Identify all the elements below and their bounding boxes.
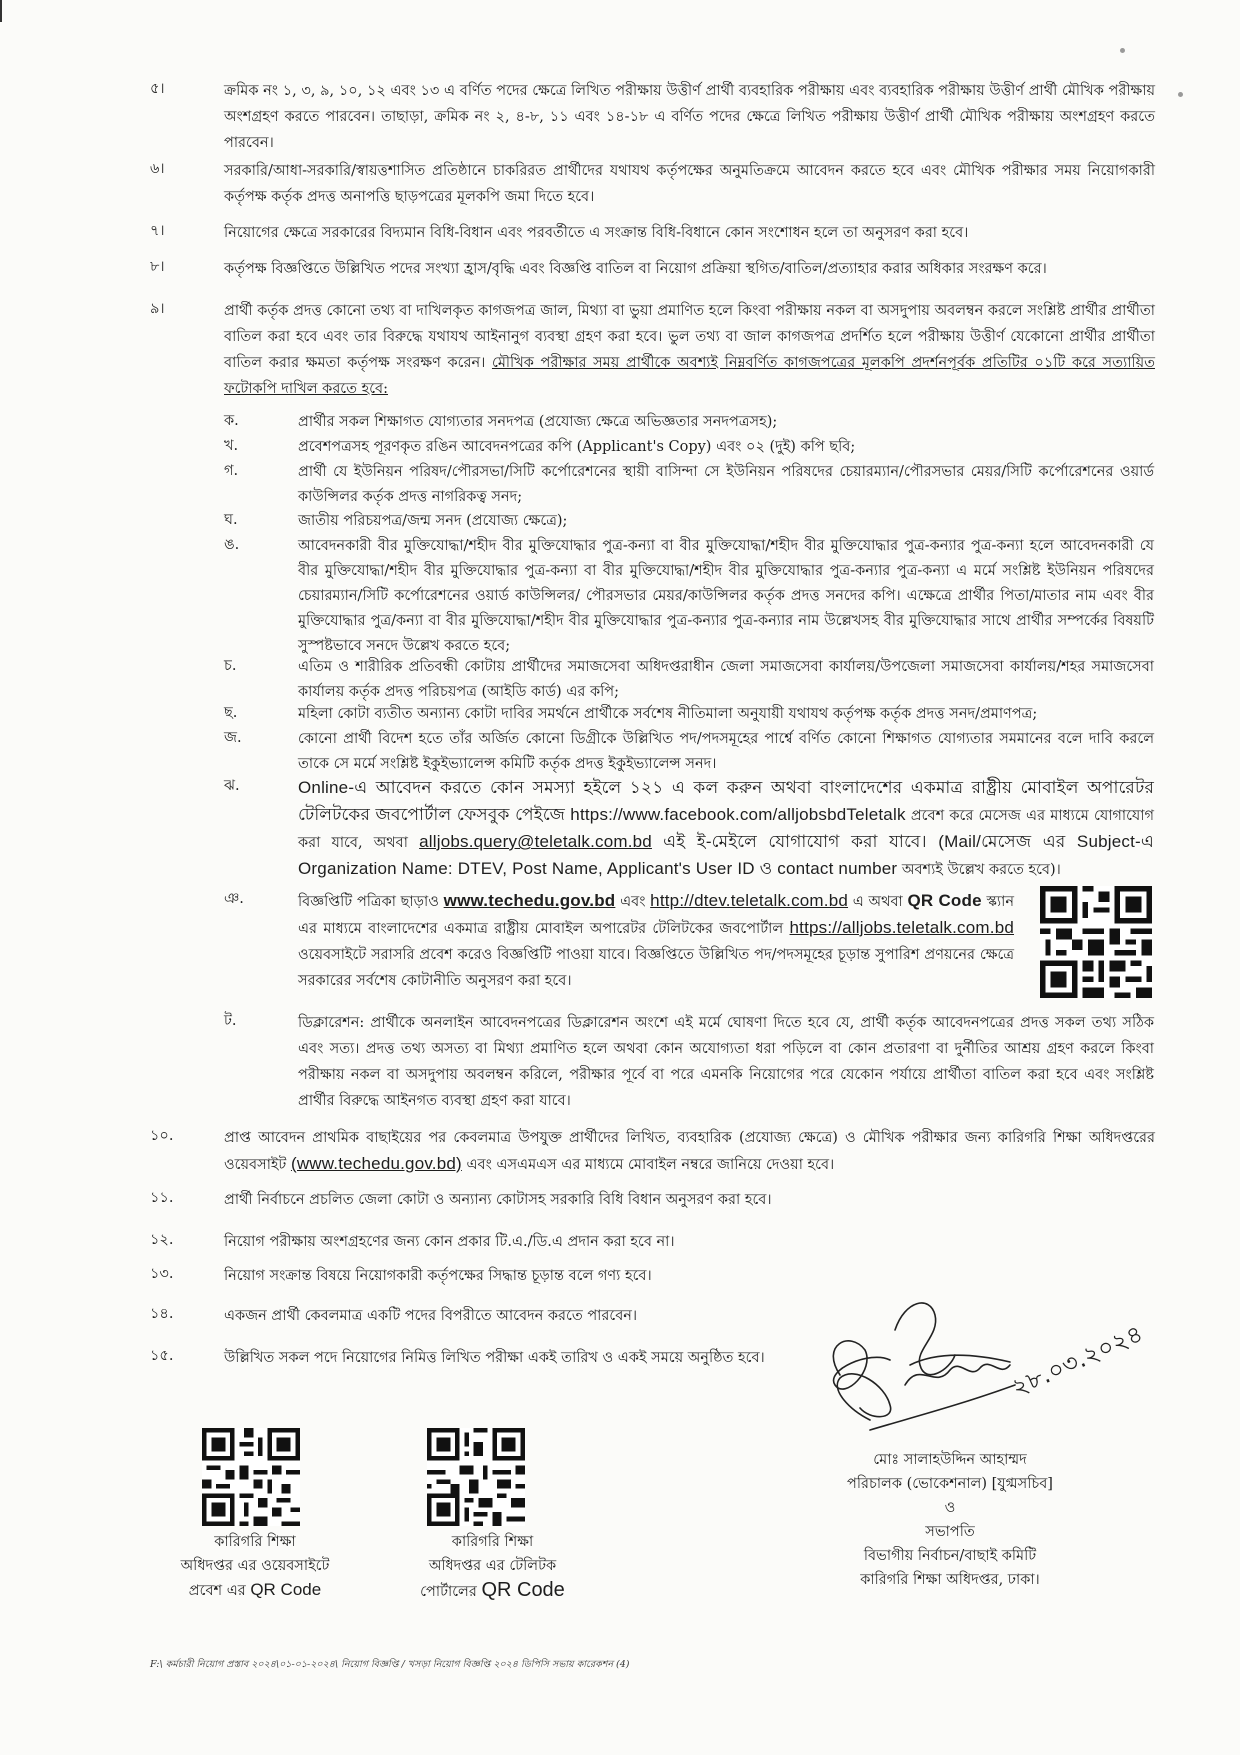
- sub-item-label: জ.: [224, 730, 242, 746]
- sub-item-text: কোনো প্রার্থী বিদেশ হতে তাঁর অর্জিত কোনো ডিগ্রীকে উল্লিখিত পদ/পদসমূহের পার্শ্বে বর্ণিত কোনো শিক্ষাগত যোগ্যতার সমমানের বলে দাবি করলে তাকে সে মর্মে সংশ্লিষ্ট ইকুইভ্যালেন্স কমিটি কর্তৃক প্রদত্ত ইকুইভ্যালেন্স সনদ।: [298, 731, 1154, 772]
- help-text-3: এই ই-মেইলে যোগাযোগ করা যাবে। (Mail/মেসেজ এর Subject-এ: [663, 832, 1154, 851]
- signatory-office: কারিগরি শিক্ষা অধিদপ্তর, ঢাকা।: [860, 1572, 1040, 1588]
- sub-item-label: চ.: [224, 658, 237, 674]
- help-text-2: প্রবেশ করে মেসেজ এর মাধ্যমে যোগাযোগ করা যাবে, অথবা: [298, 808, 1154, 851]
- sub-item-label: ঙ.: [224, 537, 240, 553]
- sub-item-text: ডিক্লারেশন: প্রার্থীকে অনলাইন আবেদনপত্রের ডিক্লারেশন অংশে এই মর্মে ঘোষণা দিতে হবে যে, প্রার্থী কর্তৃক আবেদনপত্রের প্রদত্ত সকল তথ্য সঠিক এবং সত্য। প্রদত্ত তথ্য অসত্য বা মিথ্যা প্রমাণিত হলে অথবা কোন অযোগ্যতা ধরা পড়িলে বা কোন প্রতারণা বা দুর্নীতির আশ্রয় গ্রহণ করলে কিংবা পরীক্ষায় নকল বা অসদুপায় অবলম্বন করিলে, পরীক্ষার পূর্বে বা পরে এমনকি নিয়োগের পরে যেকোন পর্যায়ে প্রার্থীতা বাতিল করা হবে এবং সংশ্লিষ্ট প্রার্থীর বিরুদ্ধে আইনগত ব্যবস্থা গ্রহণ করা যাবে।: [298, 1015, 1154, 1109]
- sub-item-label: ছ.: [224, 705, 238, 721]
- help-text-5: অবশ্যই উল্লেখ করতে হবে)।: [901, 862, 1061, 878]
- signature: [810, 1290, 1148, 1444]
- sub-item-label: ট.: [224, 1013, 237, 1029]
- clause-text: প্রার্থী নির্বাচনে প্রচলিত জেলা কোটা ও অন্যান্য কোটাসহ সরকারি বিধি বিধান অনুসরণ করা হবে।: [224, 1192, 772, 1208]
- sub-item-label: ঞ.: [224, 891, 244, 907]
- sub-item-text: প্রার্থী যে ইউনিয়ন পরিষদ/পৌরসভা/সিটি কর্পোরেশনের স্থায়ী বাসিন্দা সে ইউনিয়ন পরিষদের চেয়ারম্যান/পৌরসভার মেয়র/সিটি কর্পোরেশনের ওয়ার্ড কাউন্সিলর কর্তৃক প্রদত্ত নাগরিকত্ব সনদ;: [298, 464, 1154, 505]
- sub-item-label: গ.: [224, 463, 239, 479]
- teletalk-qr-caption: [405, 1530, 580, 1604]
- caption-line: কারিগরি শিক্ষা: [451, 1534, 534, 1550]
- clause-number: ৬।: [150, 161, 165, 177]
- clause-number: ৭।: [150, 223, 165, 239]
- sub-item-text: [298, 888, 1014, 994]
- facebook-link[interactable]: https://www.facebook.com/alljobsbdTeletalk: [570, 805, 906, 824]
- clause-text: নিয়োগ পরীক্ষায় অংশগ্রহণের জন্য কোন প্রকার টি.এ./ডি.এ প্রদান করা হবে না।: [224, 1234, 675, 1250]
- clause-text: নিয়োগের ক্ষেত্রে সরকারের বিদ্যমান বিধি-বিধান এবং পরবর্তীতে এ সংক্রান্ত বিধি-বিধানে কোন সংশোধন হলে তা অনুসরণ করা হবে।: [224, 225, 969, 241]
- clause-number: ১০.: [150, 1128, 174, 1144]
- clause-number: ১১.: [150, 1190, 174, 1206]
- caption-text: পোর্টালের: [420, 1584, 477, 1600]
- qr-code-label: QR Code: [907, 891, 982, 910]
- dtev-teletalk-link[interactable]: http://dtev.teletalk.com.bd: [650, 891, 849, 910]
- clause-number: ১৪.: [150, 1306, 174, 1322]
- signatory-name: মোঃ সালাহউদ্দিন আহাম্মদ: [873, 1452, 1027, 1468]
- file-path-footer: F:\ কর্মচারী নিয়োগ প্রস্তাব ২০২৪\০১-০১-২০২৪\ নিয়োগ বিজ্ঞপ্তি / খসড়া নিয়োগ বিজ্ঞপ্তি ২০২৪ ডিপিসি সভায় কারেকশন (4): [150, 1659, 630, 1670]
- sub-item-label: ঝ.: [224, 778, 240, 794]
- clause-number: ১৩.: [150, 1266, 174, 1282]
- signatory-role: সভাপতি: [925, 1524, 975, 1540]
- sub-item-label: ক.: [224, 413, 239, 429]
- clause-text: ক্রমিক নং ১, ৩, ৯, ১০, ১২ এবং ১৩ এ বর্ণিত পদের ক্ষেত্রে লিখিত পরীক্ষায় উত্তীর্ণ প্রার্থী ব্যবহারিক পরীক্ষায় এবং ব্যবহারিক পরীক্ষায় উত্তীর্ণ প্রার্থী মৌখিক পরীক্ষায় অংশগ্রহণ করতে পারবেন। তাছাড়া, ক্রমিক নং ২, ৪-৮, ১১ এবং ১৪-১৮ এ বর্ণিত পদের ক্ষেত্রে লিখিত পরীক্ষায় উত্তীর্ণ প্রার্থী মৌখিক পরীক্ষায় অংশগ্রহণ করতে পারবেন।: [224, 83, 1155, 151]
- clause-number: ৮।: [150, 259, 165, 275]
- sub-item-label: ঘ.: [224, 512, 238, 528]
- signature-date: ২৮.০৩.২০২৪: [1007, 1319, 1148, 1402]
- signatory-conjunction: ও: [944, 1500, 956, 1516]
- clause-text: [224, 298, 1155, 402]
- scan-speck: [1178, 92, 1183, 97]
- signatory-committee: বিভাগীয় নির্বাচন/বাছাই কমিটি: [863, 1548, 1037, 1564]
- sub-item-text: আবেদনকারী বীর মুক্তিযোদ্ধা/শহীদ বীর মুক্তিযোদ্ধার পুত্র-কন্যা বা বীর মুক্তিযোদ্ধা/শহীদ বীর মুক্তিযোদ্ধার পুত্র-কন্যার পুত্র-কন্যা হলে আবেদনকারী যে বীর মুক্তিযোদ্ধা/শহীদ বীর মুক্তিযোদ্ধার পুত্র-কন্যা বা বীর মুক্তিযোদ্ধা/শহীদ বীর মুক্তিযোদ্ধার পুত্র-কন্যার পুত্র-কন্যা এ মর্মে সংশ্লিষ্ট ইউনিয়ন পরিষদের চেয়ারম্যান/সিটি কর্পোরেশনের ওয়ার্ড কাউন্সিলর/ পৌরসভার মেয়র/কাউন্সিলর কর্তৃক প্রদত্ত সনদের কপি। এক্ষেত্রে প্রার্থীর পিতা/মাতার নাম এবং বীর মুক্তিযোদ্ধার পুত্র/কন্যা বা বীর মুক্তিযোদ্ধা/শহীদ বীর মুক্তিযোদ্ধার পুত্র-কন্যার পুত্র-কন্যার নাম উল্লেখসহ বীর মুক্তিযোদ্ধার সাথে প্রার্থীর সম্পর্কের বিষয়টি সুস্পষ্টভাবে সনদে উল্লেখ করতে হবে;: [298, 538, 1154, 654]
- scan-edge-mark: [0, 0, 2, 22]
- clause-text: সরকারি/আধা-সরকারি/স্বায়ত্তশাসিত প্রতিষ্ঠানে চাকরিরত প্রার্থীদের যথাযথ কর্তৃপক্ষের অনুমতিক্রমে আবেদন করতে হবে এবং মৌখিক পরীক্ষার সময় নিয়োগকারী কর্তৃপক্ষ কর্তৃক প্রদত্ত অনাপত্তি ছাড়পত্রের মূলকপি জমা দিতে হবে।: [224, 163, 1155, 205]
- clause-text: নিয়োগ সংক্রান্ত বিষয়ে নিয়োগকারী কর্তৃপক্ষের সিদ্ধান্ত চূড়ান্ত বলে গণ্য হবে।: [224, 1268, 652, 1284]
- signatory-title: পরিচালক (ভোকেশনাল) [যুগ্মসচিব]: [847, 1476, 1053, 1492]
- teletalk-qr-code[interactable]: [1040, 886, 1152, 998]
- caption-text: প্রবেশ এর: [188, 1583, 246, 1599]
- clause-number: ৯।: [150, 301, 165, 317]
- teletalk-portal-qr-code[interactable]: [427, 1428, 525, 1526]
- clause-9-underlined: মৌখিক পরীক্ষার সময় প্রার্থীকে অবশ্যই নিম্নবর্ণিত কাগজপত্রের মূলকপি প্রদর্শনপূর্বক প্রতিটির ০১টি করে সত্যায়িত ফটোকপি দাখিল করতে হবে:: [224, 355, 1155, 397]
- nya-text-4: স্ক্যান এর মাধ্যমে বাংলাদেশের একমাত্র রাষ্ট্রীয় মোবাইল অপারেটর টেলিটকের জবপোর্টাল: [298, 894, 1014, 937]
- caption-line: [180, 1578, 330, 1603]
- online-help-text: Online-এ আবেদন করতে কোন সমস্যা হইলে ১২১ এ কল করুন অথবা বাংলাদেশের একমাত্র রাষ্ট্রীয় মোবাইল অপারেটর টেলিটকের জবপোর্টাল ফেসবুক পেইজে: [298, 778, 1154, 824]
- alljobs-teletalk-link[interactable]: https://alljobs.teletalk.com.bd: [789, 918, 1015, 937]
- clause-10-text-1: প্রাপ্ত আবেদন প্রাথমিক বাছাইয়ের পর কেবলমাত্র উপযুক্ত প্রার্থীদের লিখিত, ব্যবহারিক (প্রযোজ্য ক্ষেত্রে) ও মৌখিক পরীক্ষার জন্য কারিগরি শিক্ষা অধিদপ্তরের ওয়েবসাইট: [224, 1130, 1155, 1173]
- website-qr-caption: [180, 1530, 330, 1603]
- sub-item-label: খ.: [224, 438, 239, 454]
- techedu-link[interactable]: (www.techedu.gov.bd): [290, 1154, 462, 1173]
- caption-qr-text: QR Code: [481, 1579, 565, 1601]
- techedu-link[interactable]: www.techedu.gov.bd: [443, 891, 616, 910]
- caption-qr-text: QR Code: [250, 1580, 322, 1599]
- website-qr-code[interactable]: [202, 1428, 300, 1526]
- sub-item-text: মহিলা কোটা ব্যতীত অন্যান্য কোটা দাবির সমর্থনে প্রার্থীকে সর্বশেষ নীতিমালা অনুযায়ী যথাযথ কর্তৃপক্ষ কর্তৃক প্রদত্ত সনদ/প্রমাণপত্র;: [298, 706, 1038, 722]
- sub-item-text: জাতীয় পরিচয়পত্র/জন্ম সনদ (প্রযোজ্য ক্ষেত্রে);: [298, 513, 568, 529]
- clause-text: কর্তৃপক্ষ বিজ্ঞপ্তিতে উল্লিখিত পদের সংখ্যা হ্রাস/বৃদ্ধি এবং বিজ্ঞপ্তি বাতিল বা নিয়োগ প্রক্রিয়া স্থগিত/বাতিল/প্রত্যাহার করার অধিকার সংরক্ষণ করে।: [224, 261, 1047, 277]
- sub-item-text: প্রবেশপত্রসহ পূরণকৃত রঙিন আবেদনপত্রের কপি (Applicant's Copy) এবং ০২ (দুই) কপি ছবি;: [298, 439, 856, 455]
- clause-9-body: প্রার্থী কর্তৃক প্রদত্ত কোনো তথ্য বা দাখিলকৃত কাগজপত্র জাল, মিথ্যা বা ভুয়া প্রমাণিত হলে কিংবা পরীক্ষায় নকল বা অসদুপায় অবলম্বন করলে সংশ্লিষ্ট প্রার্থীর প্রার্থীতা বাতিল করা হবে এবং তার বিরুদ্ধে যথাযথ আইনানুগ ব্যবস্থা গ্রহণ করা হবে। ভুল তথ্য বা জাল কাগজপত্র প্রদর্শিত হলে পরীক্ষায় উত্তীর্ণ যেকোনো প্রার্থীর প্রার্থীতা বাতিল করার ক্ষমতা কর্তৃপক্ষ সংরক্ষণ করেন।: [224, 303, 1155, 371]
- nya-text-2: এবং: [620, 894, 646, 910]
- sub-item-text: [298, 775, 1154, 883]
- email-link[interactable]: alljobs.query@teletalk.com.bd: [419, 832, 652, 851]
- clause-number: ১২.: [150, 1232, 174, 1248]
- clause-text: উল্লিখিত সকল পদে নিয়োগের নিমিত্ত লিখিত পরীক্ষা একই তারিখ ও একই সময়ে অনুষ্ঠিত হবে।: [224, 1350, 765, 1366]
- sub-item-text: প্রার্থীর সকল শিক্ষাগত যোগ্যতার সনদপত্র (প্রযোজ্য ক্ষেত্রে অভিজ্ঞতার সনদপত্রসহ);: [298, 414, 778, 430]
- caption-line: অধিদপ্তর এর ওয়েবসাইটে: [180, 1558, 330, 1574]
- caption-line: অধিদপ্তর এর টেলিটক: [428, 1558, 557, 1574]
- clause-number: ৫।: [150, 81, 165, 97]
- sub-item-text: এতিম ও শারীরিক প্রতিবন্ধী কোটায় প্রার্থীদের সমাজসেবা অধিদপ্তরাধীন জেলা সমাজসেবা কার্যালয়/উপজেলা সমাজসেবা কার্যালয়/শহর সমাজসেবা কার্যালয় কর্তৃক প্রদত্ত পরিচয়পত্র (আইডি কার্ড) এর কপি;: [298, 659, 1154, 700]
- nya-text-1: বিজ্ঞপ্তিটি পত্রিকা ছাড়াও: [298, 894, 439, 910]
- signatory-block: [780, 1448, 1120, 1592]
- scan-speck: [1120, 48, 1125, 53]
- clause-text: একজন প্রার্থী কেবলমাত্র একটি পদের বিপরীতে আবেদন করতে পারবেন।: [224, 1308, 638, 1324]
- subject-instructions: Organization Name: DTEV, Post Name, Applicant's User ID ও contact number: [298, 859, 898, 878]
- clause-number: ১৫.: [150, 1348, 174, 1364]
- caption-line: কারিগরি শিক্ষা: [214, 1534, 296, 1550]
- nya-text-5: ওয়েবসাইটে সরাসরি প্রবেশ করেও বিজ্ঞপ্তিটি পাওয়া যাবে। বিজ্ঞপ্তিতে উল্লিখিত পদ/পদসমূহের চূড়ান্ত সুপারিশ প্রণয়নের ক্ষেত্রে সরকারের সর্বশেষ কোটানীতি অনুসরণ করা হবে।: [298, 947, 1014, 989]
- clause-text: [224, 1125, 1155, 1178]
- caption-line: [405, 1578, 580, 1604]
- nya-text-3: এ অথবা: [852, 894, 903, 910]
- clause-10-text-2: এবং এসএমএস এর মাধ্যমে মোবাইল নম্বরে জানিয়ে দেওয়া হবে।: [466, 1157, 835, 1173]
